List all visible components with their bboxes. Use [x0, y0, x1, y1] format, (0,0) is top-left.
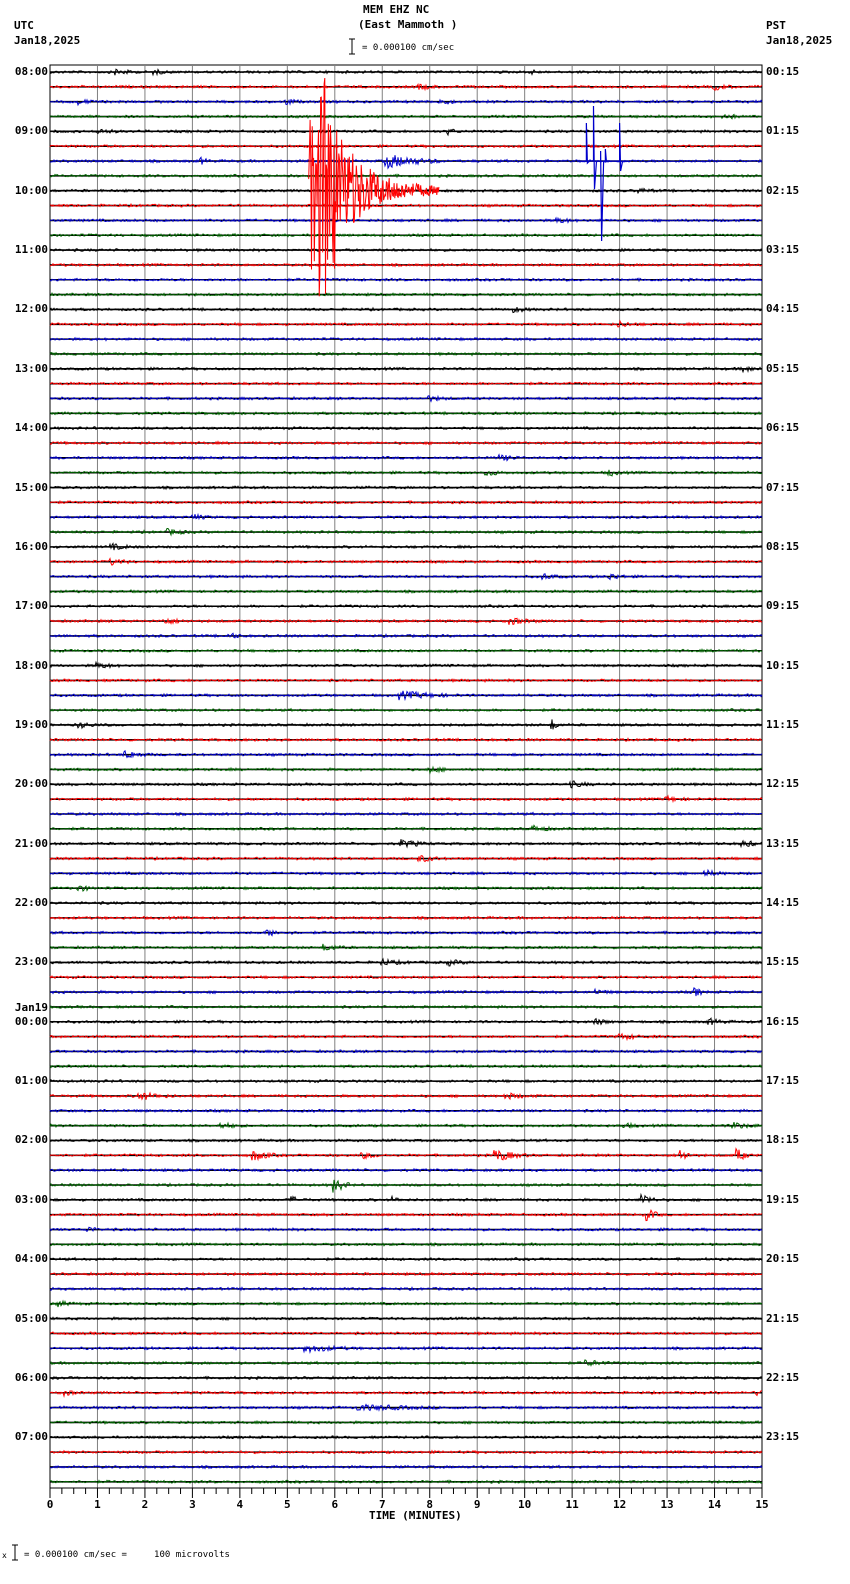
x-tick-label: 9 — [473, 1498, 481, 1511]
utc-hour-label: 14:00 — [14, 421, 48, 435]
x-tick-label: 6 — [331, 1498, 339, 1511]
right-timezone: PST — [766, 19, 786, 32]
utc-hour-label: 17:00 — [14, 599, 48, 613]
pst-hour-label: 06:15 — [766, 421, 800, 435]
utc-hour-label: 00:00 — [14, 1014, 48, 1028]
x-tick-label: 0 — [46, 1498, 54, 1511]
footer-prefix: x — [2, 1551, 7, 1560]
utc-hour-label: 07:00 — [14, 1430, 48, 1444]
pst-hour-label: 12:15 — [766, 777, 800, 791]
station-location: (East Mammoth ) — [358, 18, 458, 31]
footer-scale-bar-icon — [10, 1544, 20, 1562]
footer-scale-note: = 0.000100 cm/sec = 100 microvolts — [24, 1550, 230, 1560]
station-title: MEM EHZ NC — [363, 3, 430, 16]
utc-hour-label: 04:00 — [14, 1252, 48, 1266]
x-tick-label: 14 — [707, 1498, 722, 1511]
pst-hour-label: 20:15 — [766, 1252, 800, 1266]
pst-hour-label: 02:15 — [766, 183, 800, 197]
x-tick-label: 3 — [189, 1498, 196, 1511]
x-axis-label: TIME (MINUTES) — [369, 1509, 462, 1522]
utc-hour-label: 02:00 — [14, 1133, 48, 1147]
pst-hour-label: 00:15 — [766, 65, 800, 78]
x-tick-label: 7 — [378, 1498, 386, 1511]
pst-hour-label: 03:15 — [766, 243, 800, 257]
utc-hour-label: 13:00 — [14, 361, 48, 375]
pst-hour-label: 14:15 — [766, 896, 800, 910]
x-tick-label: 12 — [612, 1498, 627, 1511]
x-tick-label: 15 — [755, 1498, 769, 1511]
utc-hour-label: 03:00 — [14, 1192, 48, 1206]
pst-hour-label: 15:15 — [766, 955, 800, 969]
x-tick-label: 5 — [284, 1498, 291, 1511]
utc-hour-label: 18:00 — [14, 658, 48, 672]
x-tick-label: 1 — [94, 1498, 101, 1511]
left-date: Jan18,2025 — [14, 34, 81, 47]
utc-hour-label: 11:00 — [14, 243, 48, 257]
pst-hour-label: 08:15 — [766, 539, 800, 553]
pst-hour-label: 13:15 — [766, 836, 800, 850]
pst-hour-label: 18:15 — [766, 1133, 800, 1147]
right-date: Jan18,2025 — [766, 34, 833, 47]
utc-hour-label: 16:00 — [14, 539, 48, 553]
utc-hour-label: 15:00 — [14, 480, 48, 494]
x-tick-label: 13 — [660, 1498, 674, 1511]
utc-hour-label: 08:00 — [14, 65, 48, 78]
utc-hour-label: 09:00 — [14, 124, 48, 138]
pst-hour-label: 17:15 — [766, 1074, 800, 1088]
pst-hour-label: 04:15 — [766, 302, 800, 316]
pst-hour-label: 23:15 — [766, 1430, 800, 1444]
utc-hour-label: 20:00 — [14, 777, 48, 791]
utc-hour-label: 01:00 — [14, 1074, 48, 1088]
x-tick-label: 2 — [141, 1498, 149, 1511]
pst-hour-label: 05:15 — [766, 361, 800, 375]
utc-hour-label: 19:00 — [14, 717, 48, 731]
utc-hour-label: 23:00 — [14, 955, 48, 969]
utc-hour-label: 06:00 — [14, 1370, 48, 1384]
utc-hour-label: 10:00 — [14, 183, 48, 197]
pst-hour-label: 10:15 — [766, 658, 800, 672]
x-tick-label: 4 — [236, 1498, 244, 1511]
pst-hour-label: 22:15 — [766, 1370, 800, 1384]
pst-hour-label: 09:15 — [766, 599, 800, 613]
left-timezone: UTC — [14, 19, 34, 32]
utc-hour-label: 21:00 — [14, 836, 48, 850]
pst-hour-label: 01:15 — [766, 124, 800, 138]
utc-hour-label: 22:00 — [14, 896, 48, 910]
x-tick-label: 11 — [565, 1498, 579, 1511]
x-tick-label: 8 — [426, 1498, 434, 1511]
x-tick-label: 10 — [518, 1498, 532, 1511]
utc-hour-label: 05:00 — [14, 1311, 48, 1325]
pst-hour-label: 21:15 — [766, 1311, 800, 1325]
pst-hour-label: 16:15 — [766, 1014, 800, 1028]
pst-hour-label: 07:15 — [766, 480, 800, 494]
utc-date-change-label: Jan19 — [14, 1000, 48, 1014]
utc-hour-label: 12:00 — [14, 302, 48, 316]
pst-hour-label: 19:15 — [766, 1192, 800, 1206]
scale-label: = 0.000100 cm/sec — [362, 43, 455, 53]
pst-hour-label: 11:15 — [766, 717, 800, 731]
